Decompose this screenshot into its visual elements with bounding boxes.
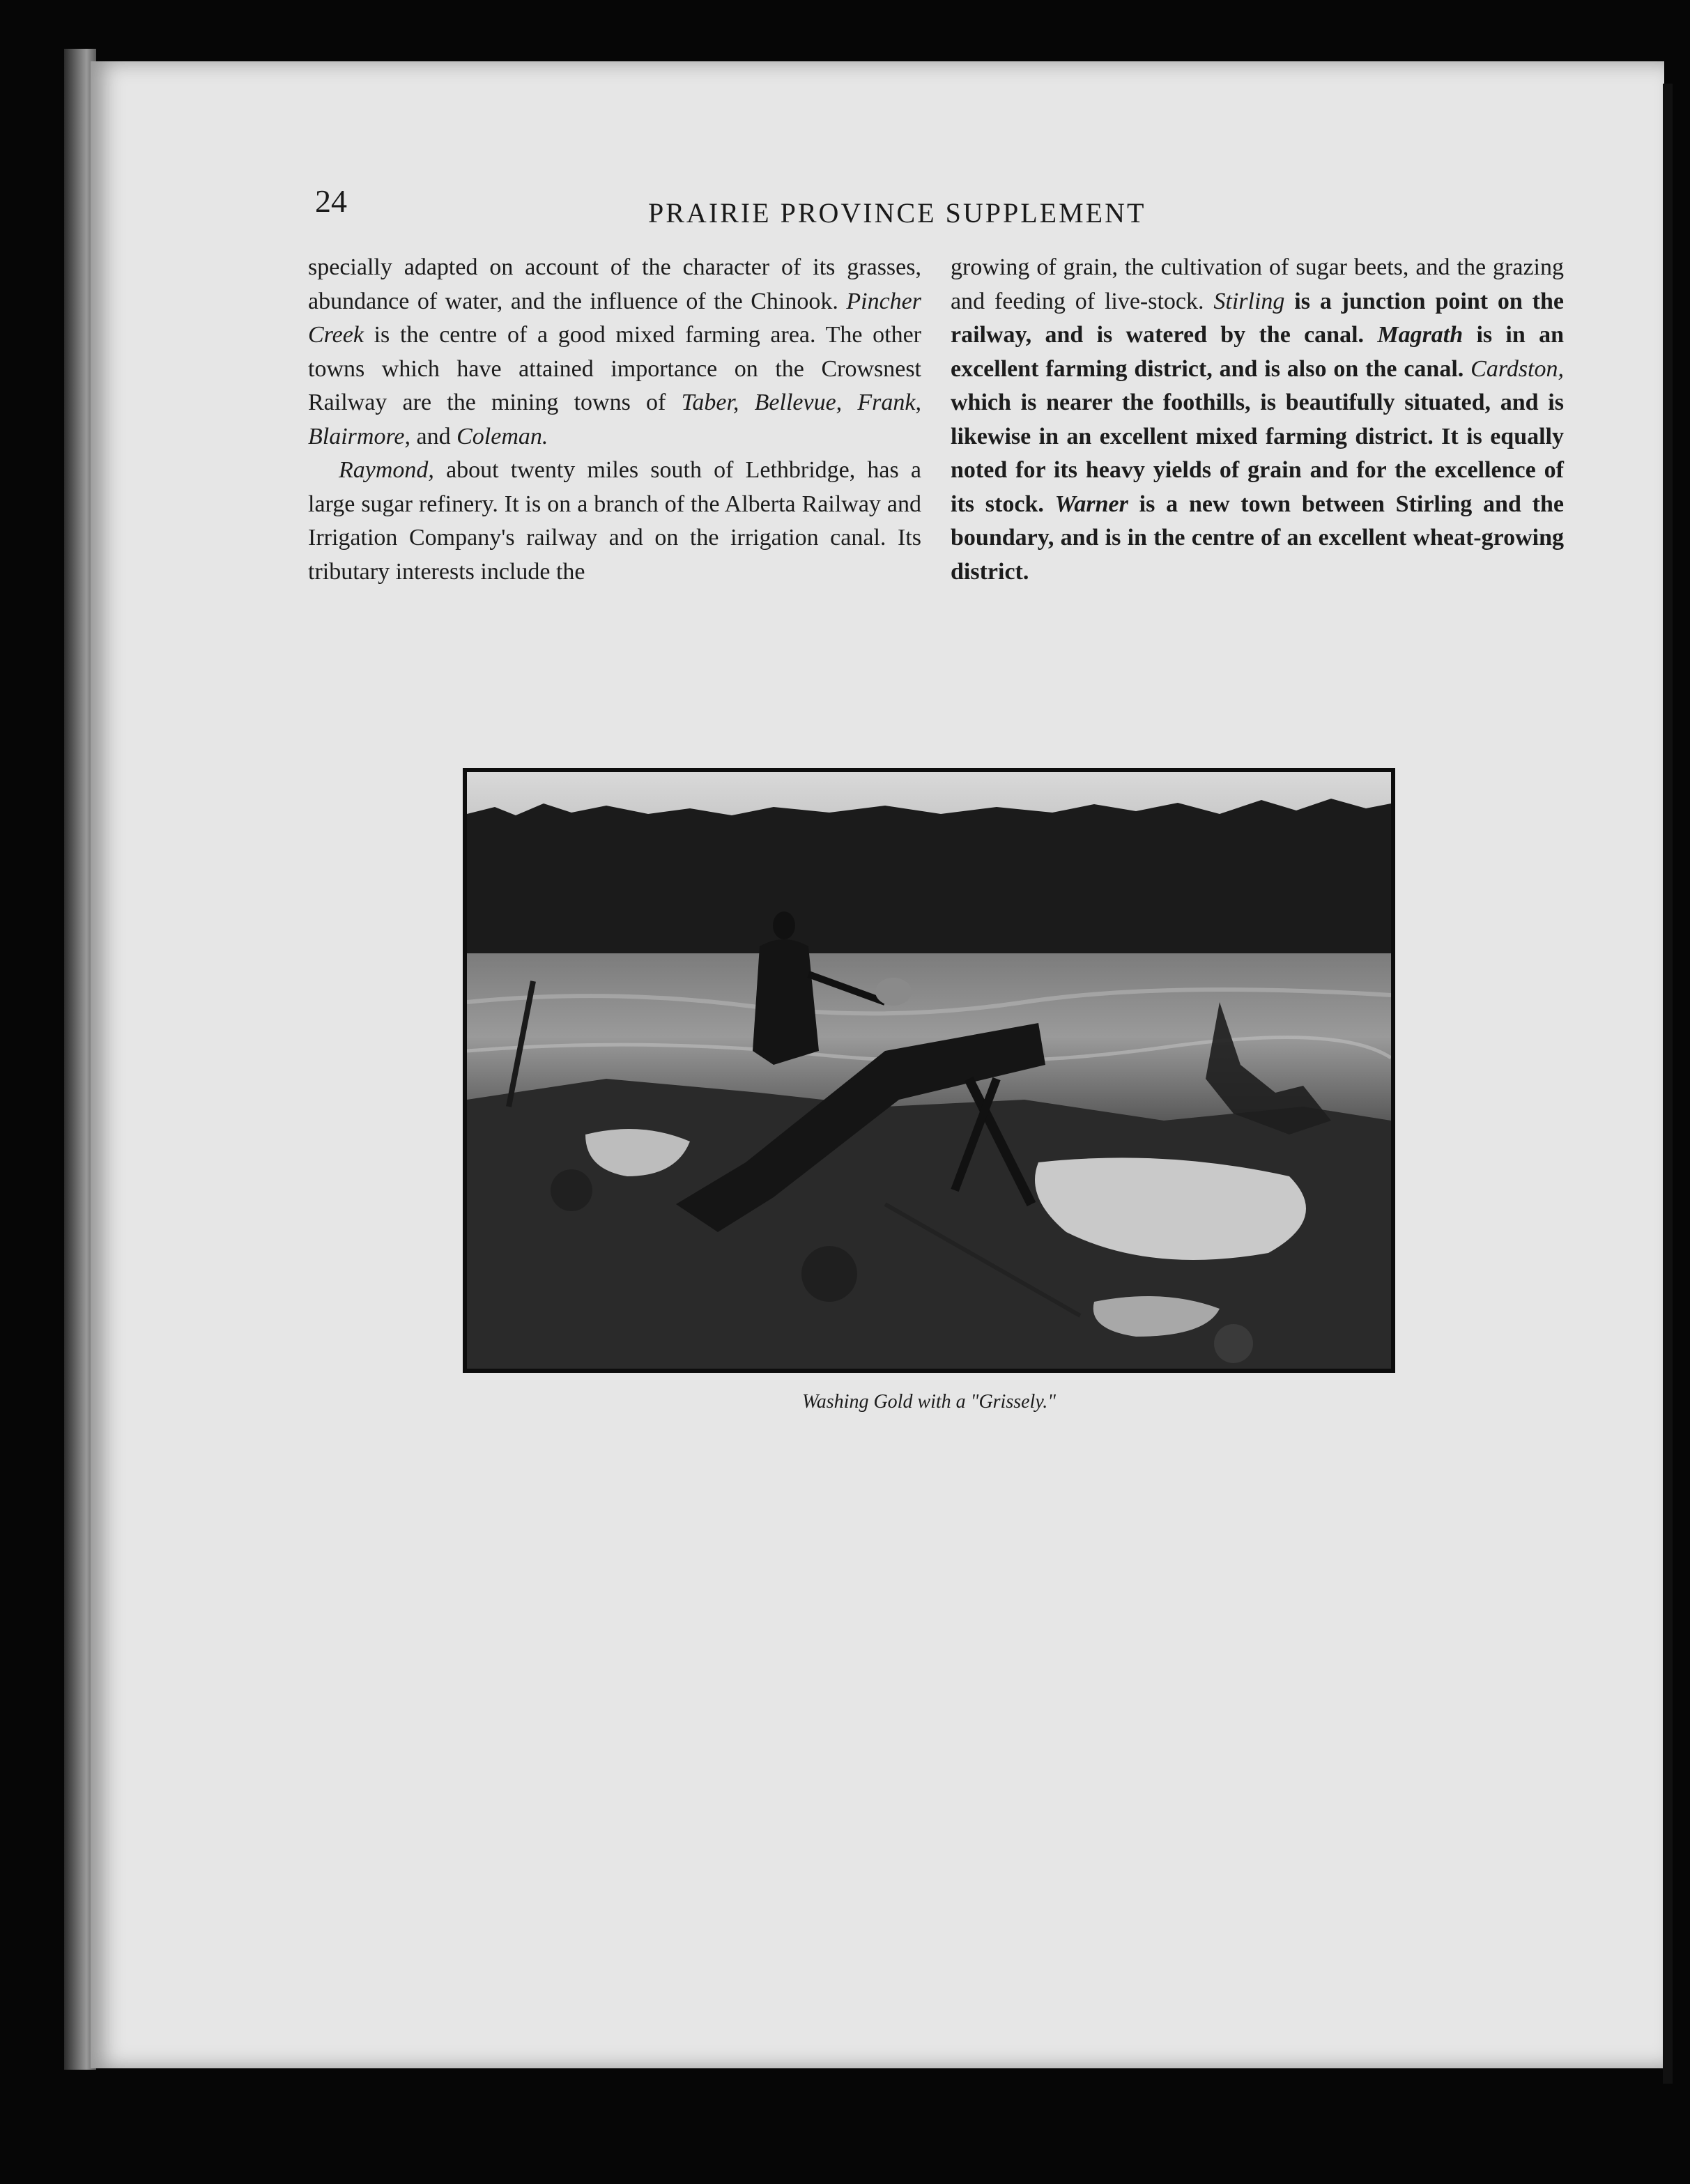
place-raymond: Raymond, (339, 457, 434, 483)
page-number: 24 (315, 183, 347, 219)
figure-caption: Washing Gold with a "Grissely." (802, 1391, 1056, 1413)
paragraph-raymond: Raymond, about twenty miles south of Lethbridge, has a large sugar refinery. It is on a branch of the Alberta Railway and Irrigation Company's railway and on the irrigation canal. Its tributary interests include the (308, 457, 921, 585)
place-cardston: Cardston, (1470, 355, 1564, 382)
page-edge-shadow (1663, 84, 1673, 2084)
place-coleman: Coleman. (456, 423, 548, 449)
place-mining-towns: Taber, Bellevue, Frank, Blairmore, (308, 390, 921, 449)
place-warner: Warner (1054, 491, 1128, 517)
paragraph-pincher-creek: specially adapted on account of the character of its grasses, abundance of water, and the influence of the Chinook. Pincher Creek is the centre of a good mixed farming area. The other towns which have attained importance on the Crowsnest Railway are the mining towns of Taber, Bellevue, Frank, Blairmore, and Coleman. (308, 254, 921, 449)
place-pincher-creek: Pincher Creek (308, 288, 921, 348)
photograph-gold-washing (463, 768, 1395, 1373)
place-stirling: Stirling (1213, 288, 1285, 314)
photo-illustration (467, 772, 1391, 1369)
right-column (951, 251, 1564, 589)
left-column (308, 251, 921, 589)
paragraph-stirling-warner: growing of grain, the cultivation of sugar beets, and the grazing and feeding of live-stock. Stirling is a junction point on the railway, and is watered by the canal. Magrath is in an excellent farming district, and is also on the canal. Cardston, which is nearer the foothills, is beautifully situated, and is likewise in an excellent mixed farming district. It is equally noted for its heavy yields of grain and for the excellence of its stock. Warner is a new town between Stirling and the boundary, and is in the centre of an excellent wheat-growing district. (951, 254, 1565, 585)
running-head: PRAIRIE PROVINCE SUPPLEMENT (648, 197, 1146, 229)
place-magrath: Magrath (1377, 322, 1464, 348)
